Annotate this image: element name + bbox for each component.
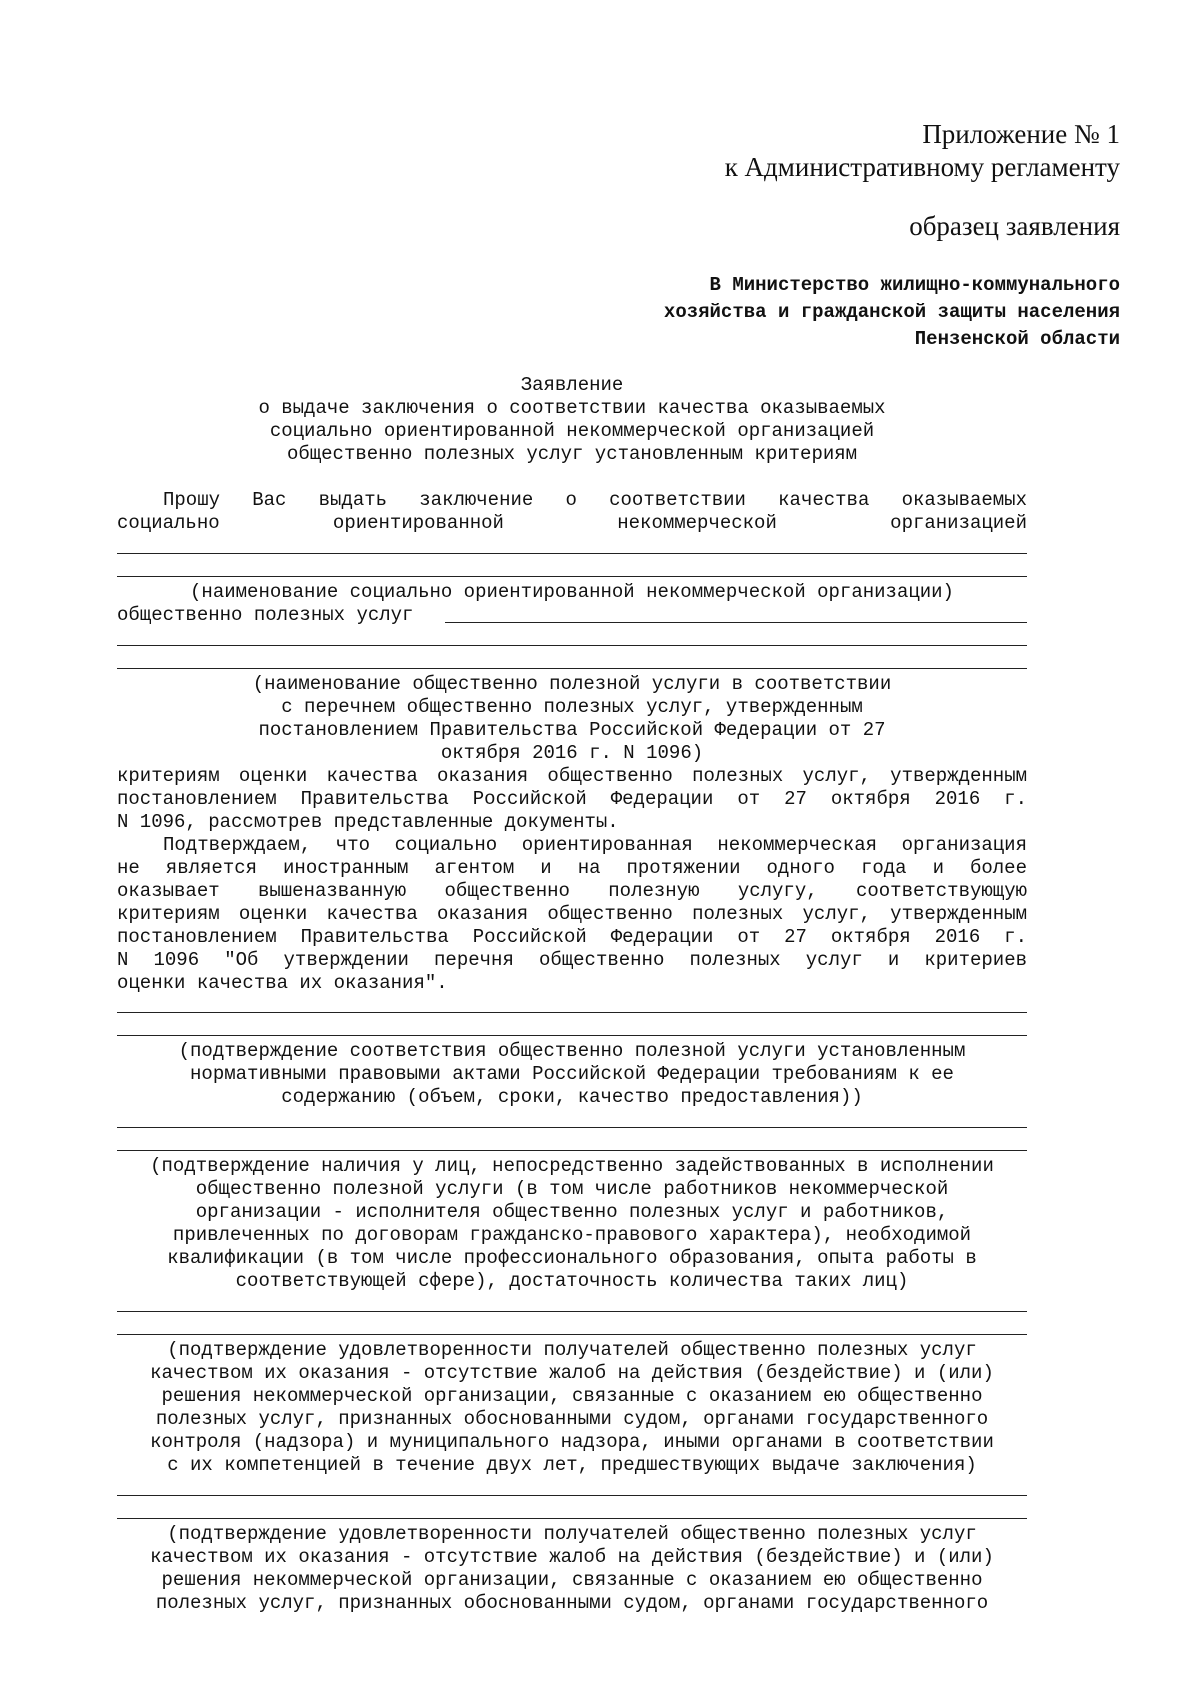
caption-compliance-line-2: нормативными правовыми актами Российской Федерации требованиям к ее (190, 1063, 954, 1085)
addressee-line-1: В Министерство жилищно-коммунального (709, 274, 1120, 296)
criteria-paragraph (117, 765, 1027, 834)
appendix-regulation: к Административному регламенту (724, 152, 1120, 182)
title-line-1: Заявление (520, 374, 624, 396)
caption-satisfaction-line-2: качеством их оказания - отсутствие жалоб на действия (бездействие) и (или) (150, 1362, 994, 1384)
sample-label: образец заявления (909, 211, 1120, 241)
caption-staff-line-6: соответствующей сфере), достаточность количества таких лиц) (235, 1270, 909, 1292)
service-name-line-2 (117, 668, 1027, 669)
caption-satisfaction-line-3: решения некоммерческой организации, связанные с оказанием ею общественно (161, 1385, 983, 1407)
confirm-line-1: Подтверждаем, что социально ориентированная некоммерческая организация (163, 834, 1027, 856)
compliance-line-1 (117, 1012, 1027, 1013)
satisfaction2-line-2 (117, 1518, 1027, 1519)
caption-satisfaction-line-4: полезных услуг, признанных обоснованными судом, органами государственного (155, 1408, 989, 1430)
caption-service-name (117, 673, 1027, 765)
caption-service-line-4: октября 2016 г. N 1096) (440, 742, 704, 764)
confirmation-paragraph (117, 834, 1027, 995)
confirm-line-5: постановлением Правительства Российской Федерации от 27 октября 2016 г. (117, 926, 1027, 948)
caption-service-line-1: (наименование общественно полезной услуги в соответствии (252, 673, 892, 695)
confirm-line-4: критериям оценки качества оказания общественно полезных услуг, утвержденным (117, 903, 1027, 925)
caption-staff-line-1: (подтверждение наличия у лиц, непосредственно задействованных в исполнении (150, 1155, 994, 1177)
request-line-1: Прошу Вас выдать заключение о соответствии качества оказываемых (163, 489, 1027, 511)
caption-satisfaction2-line-4: полезных услуг, признанных обоснованными судом, органами государственного (155, 1592, 989, 1614)
title-line-2: о выдаче заключения о соответствии качества оказываемых (258, 397, 886, 419)
caption-service-line-3: постановлением Правительства Российской Федерации от 27 (258, 719, 886, 741)
compliance-line-2 (117, 1035, 1027, 1036)
caption-service-line-2: с перечнем общественно полезных услуг, утвержденным (281, 696, 863, 718)
appendix-number: Приложение № 1 (922, 119, 1120, 149)
criteria-line-1: критериям оценки качества оказания общественно полезных услуг, утвержденным (117, 765, 1027, 787)
request-paragraph (117, 489, 1027, 535)
services-input-line (445, 622, 1027, 623)
caption-satisfaction-line-5: контроля (надзора) и муниципального надзора, иными органами в соответствии (150, 1431, 994, 1453)
satisfaction2-line-1 (117, 1495, 1027, 1496)
caption-satisfaction-line-6: с их компетенцией в течение двух лет, предшествующих выдаче заключения) (167, 1454, 977, 1476)
confirm-line-6: N 1096 "Об утверждении перечня общественно полезных услуг и критериев (117, 949, 1027, 971)
satisfaction-line-1 (117, 1311, 1027, 1312)
caption-satisfaction (117, 1339, 1027, 1477)
caption-org-name: (наименование социально ориентированной некоммерческой организации) (190, 581, 954, 603)
criteria-line-3: N 1096, рассмотрев представленные документы. (117, 811, 619, 833)
staff-line-1 (117, 1127, 1027, 1128)
caption-compliance-line-1: (подтверждение соответствия общественно полезной услуги установленным (178, 1040, 966, 1062)
title-line-3: социально ориентированной некоммерческой организацией (269, 420, 875, 442)
criteria-line-2: постановлением Правительства Российской Федерации от 27 октября 2016 г. (117, 788, 1027, 810)
confirm-line-2: не является иностранным агентом и на протяжении одного года и более (117, 857, 1027, 879)
caption-staff-line-2: общественно полезной услуги (в том числе работников некоммерческой (195, 1178, 949, 1200)
services-label: общественно полезных услуг (117, 604, 414, 626)
caption-staff-line-3: организации - исполнителя общественно полезных услуг и работников, (195, 1201, 949, 1223)
satisfaction-line-2 (117, 1334, 1027, 1335)
confirm-line-3: оказывает вышеназванную общественно полезную услугу, соответствующую (117, 880, 1027, 902)
document-title (117, 374, 1027, 466)
title-line-4: общественно полезных услуг установленным критериям (286, 443, 858, 465)
request-line-2: социально ориентированной некоммерческой организацией (117, 512, 1027, 534)
confirm-line-7: оценки качества их оказания". (117, 972, 448, 994)
caption-satisfaction-repeat (117, 1523, 1027, 1615)
org-name-line-1 (117, 553, 1027, 554)
caption-staff (117, 1155, 1027, 1293)
caption-satisfaction-line-1: (подтверждение удовлетворенности получателей общественно полезных услуг (167, 1339, 977, 1361)
caption-staff-line-4: привлеченных по договорам гражданско-правового характера), необходимой (172, 1224, 972, 1246)
staff-line-2 (117, 1150, 1027, 1151)
caption-satisfaction2-line-3: решения некоммерческой организации, связанные с оказанием ею общественно (161, 1569, 983, 1591)
org-name-line-2 (117, 576, 1027, 577)
addressee-line-2: хозяйства и гражданской защиты населения (663, 301, 1120, 323)
addressee-line-3: Пензенской области (914, 328, 1120, 350)
caption-compliance-line-3: содержанию (объем, сроки, качество предоставления)) (281, 1086, 863, 1108)
service-name-line-1 (117, 645, 1027, 646)
caption-staff-line-5: квалификации (в том числе профессионального образования, опыта работы в (167, 1247, 977, 1269)
caption-satisfaction2-line-2: качеством их оказания - отсутствие жалоб на действия (бездействие) и (или) (150, 1546, 994, 1568)
caption-compliance (117, 1040, 1027, 1109)
caption-satisfaction2-line-1: (подтверждение удовлетворенности получателей общественно полезных услуг (167, 1523, 977, 1545)
